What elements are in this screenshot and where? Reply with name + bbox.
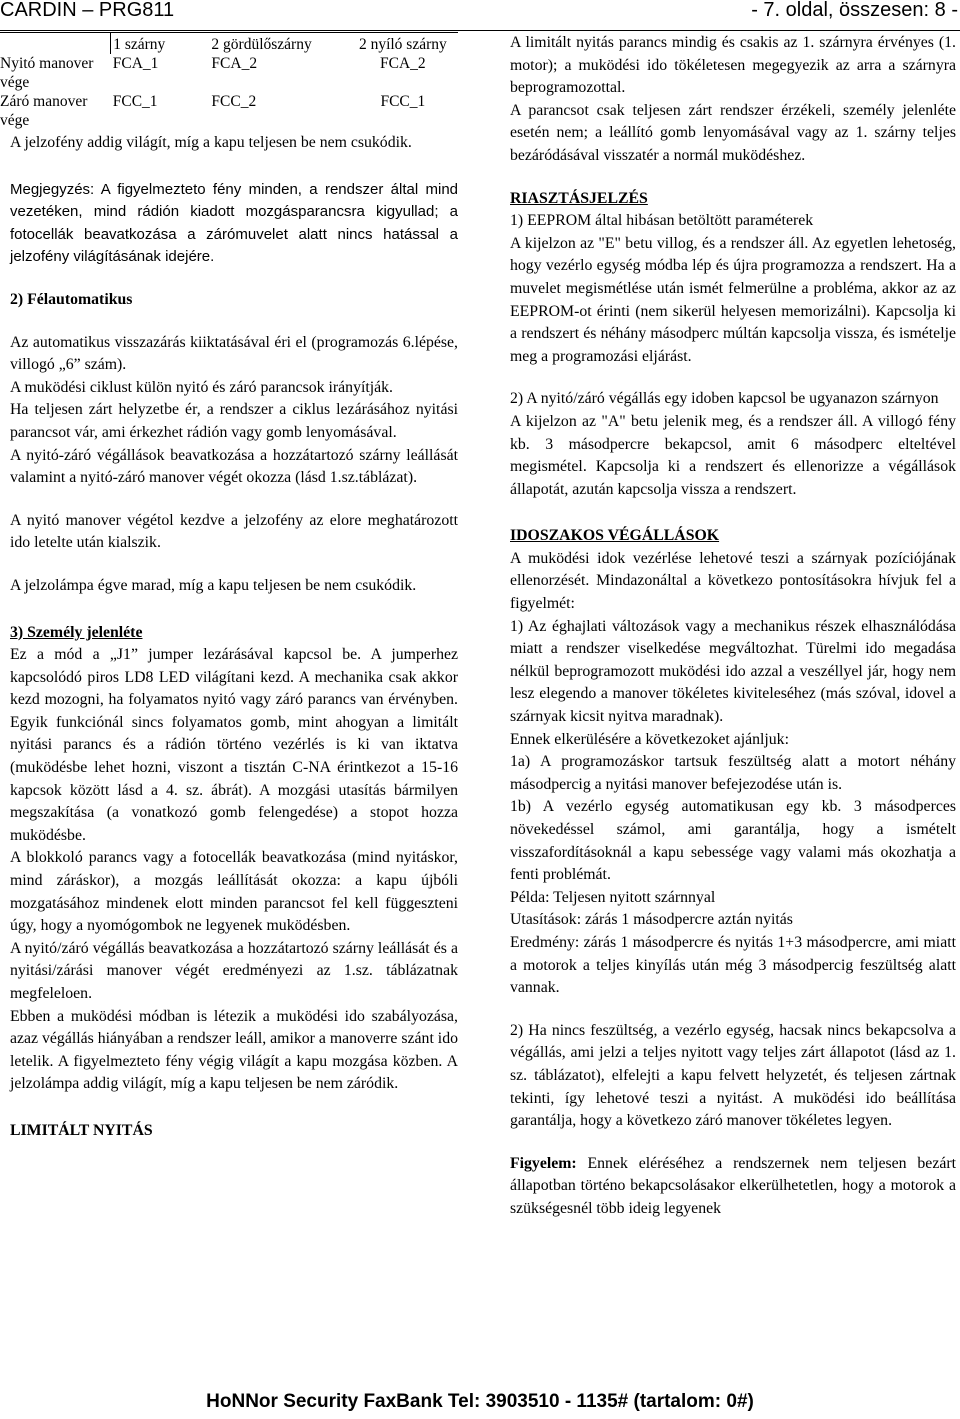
periodic-paragraph: 1) Az éghajlati változások vagy a mechanikus részek elhasználódása miatt a rendszer viselkedése megváltozhat. Türelmi ido megadása nélkül beprogramozott muködési ido azzal a veszéllyel jár, hogy nem lesz elegendo a manover tökéletes kiviteleséhez (más szóval, idovel a szárnyak kicsit nyitva maradnak).: [510, 617, 956, 726]
alarm-item-title: 2) A nyitó/záró végállás egy idoben kapcsol be ugyanazon szárnyon: [510, 390, 939, 408]
periodic-paragraph: Utasítások: zárás 1 másodpercre aztán nyitás: [510, 911, 793, 929]
periodic-paragraph: 2) Ha nincs feszültség, a vezérlo egység, hacsak nincs bekapcsolva a végállás, ami jelzi a teljes nyitott vagy teljes zárt állapotot (lásd az 1. sz. táblázatot), elfelejti a kapu felvett helyzetét, és teljesen zártnak tekinti, így lehetové teszi a nyitást. A muködési ido beállítása garantálja, hogy a következo záró manover tökéletes legyen.: [510, 1021, 956, 1130]
alarm-paragraph: A kijelzon az "A" betu jelenik meg, és a rendszer áll. A villogó fény kb. 3 másodpercre bekapcsol, amit 6 másodperc elteltével megismétel. Kapcsolja ki a rendszert és ellenorizze a végállások állapotát, azután kapcsolja vissza a rendszert.: [510, 412, 956, 498]
table-header-cell: 2 nyíló szárny: [344, 33, 458, 55]
semi-paragraph: A nyitó-záró végállások beavatkozása a hozzátartozó szárny leállását valamint a nyitó-záró manover végét okozza (lásd 1.sz.táblázat).: [10, 446, 458, 487]
semi-automatic-heading: 2) Félautomatikus: [10, 290, 133, 308]
table-cell: FCA_2: [211, 55, 258, 72]
semi-paragraph: A muködési ciklust külön nyitó és záró parancsok irányítják.: [10, 378, 393, 396]
semi-paragraph: A nyitó manover végétol kezdve a jelzofény az elore meghatározott ido letelte után kialszik.: [10, 511, 458, 552]
table-header-row: [0, 33, 458, 55]
table-header-empty: [0, 33, 111, 55]
header-title: CARDIN – PRG811: [0, 0, 175, 21]
page-footer: HoNNor Security FaxBank Tel: 3903510 - 1135# (tartalom: 0#): [206, 1391, 754, 1412]
warning-text: Ennek eléréséhez a rendszernek nem teljesen bezárt állapotban történo bekapcsolásakor elkerülhetetlen, hogy a motorok a szükségesnél több ideig legyenek: [510, 1154, 956, 1217]
signal-light-paragraph: A jelzofény addig világít, míg a kapu teljesen be nem csukódik.: [10, 134, 412, 151]
table-row: [0, 54, 458, 92]
table-cell: FCA_1: [112, 55, 159, 72]
right-column: [510, 32, 956, 1221]
left-column: [0, 32, 458, 1143]
table-cell: FCA_2: [380, 55, 426, 72]
periodic-paragraph: 1b) A vezérlo egység automatikusan egy kb. 3 másodperces növekedéssel számol, ami garantálja, hogy a ismételt visszafordításoknál a kapu sebessége vagy valami más okozhatja a fenti problémát.: [510, 798, 956, 884]
person-paragraph: Ez a mód a „J1” jumper lezárásával kapcsol be. A jumperhez kapcsolódó piros LD8 LED világítani kezd. A mechanika csak akkor kezd mozogni, ha folyamatos nyitó vagy záró parancs van érvényben. Egyik funkciónál sincs folyamatos gomb, mint ahogyan a limitált nyitási parancs és a rádión történo vezérlés is ki van iktatva (muködésbe lehet hozni, viszont a tisztán C-NA érintkezot a 15-16 kapcsok között lásd a 4. sz. ábrát). A mozgási utasítás bármilyen megszakítása (a vonatkozó gomb felengedése) a stopot hozza muködésbe.: [10, 646, 458, 844]
person-presence-heading: 3) Személy jelenléte: [10, 623, 143, 641]
periodic-limits-heading: IDOSZAKOS VÉGÁLLÁSOK: [510, 527, 720, 545]
table-cell: FCC_2: [211, 93, 257, 110]
alarm-item-title: 1) EEPROM által hibásan betöltött paraméterek: [510, 212, 814, 230]
periodic-paragraph: Eredmény: zárás 1 másodpercre és nyitás 1+3 másodpercre, ami miatt a motorok a teljes kinyílás után még 3 másodpercig feszültség alatt vannak.: [510, 933, 956, 997]
table-row-label: Záró manover vége: [0, 93, 88, 129]
semi-paragraph: Ha teljesen zárt helyzetbe ér, a rendszer a ciklus lezárásához nyitási parancsot vár, ami érkezhet rádión vagy gomb lenyomásával.: [10, 401, 458, 441]
table-cell: FCC_1: [112, 93, 158, 110]
limited-opening-heading: LIMITÁLT NYITÁS: [10, 1121, 153, 1139]
warning-paragraph: [510, 1153, 956, 1221]
limited-paragraph: A limitált nyitás parancs mindig és csakis az 1. szárnyra érvényes (1. motor); a muködési ido tökéletesen megegyezik az arra a szárnyra beprogramozottal.: [510, 34, 956, 97]
periodic-paragraph: 1a) A programozáskor tartsuk feszültség alatt a motort néhány másodpercig a nyitási manover befejezodése után is.: [510, 753, 956, 793]
page-header: [0, 0, 960, 31]
header-page-number: - 7. oldal, összesen: 8 -: [751, 0, 958, 21]
semi-paragraph: A jelzolámpa égve marad, míg a kapu teljesen be nem csukódik.: [10, 576, 417, 594]
warning-label: Figyelem:: [510, 1154, 577, 1172]
table-row-label: Nyitó manover vége: [0, 55, 94, 91]
table-cell: FCC_1: [380, 93, 426, 110]
note-paragraph: Megjegyzés: A figyelmezteto fény minden, a rendszer által mind vezetéken, mind rádión kiadott mozgásparancsra kigyullad; a fotocellák beavatkozása a zárómuvelet alatt nincs hatással a jelzofény világításának idejére.: [10, 180, 458, 266]
semi-paragraph: Az automatikus visszazárás kiiktatásával éri el (programozás 6.lépése, villogó „6” szám).: [10, 333, 458, 374]
alarm-paragraph: A kijelzon az "E" betu villog, és a rendszer áll. Az egyetlen lehetoség, hogy vezérlo egység módba lép és újra programozza a rendszert. Ha a muvelet megismétlése után ismét felmerülne a probléma, akkor az az EEPROM-ot érinti (nem sikerül helyesen memorizálni). Kapcsolja ki a rendszert és néhány másodperc múltán kapcsolja vissza, és ismételje meg a programozási eljárást.: [510, 234, 956, 365]
periodic-paragraph: Ennek elkerülésére a következoket ajánljuk:: [510, 730, 789, 748]
table-row: [0, 92, 458, 130]
limit-switch-table: [0, 32, 458, 130]
table-header-cell: 1 szárny: [111, 33, 204, 55]
periodic-paragraph: A muködési idok vezérlése lehetové teszi a szárnyak pozíciójának ellenorzését. Mindazonáltal a következo pontosításokra hívjuk fel a figyelmét:: [510, 549, 956, 613]
alarm-heading: RIASZTÁSJELZÉS: [510, 189, 648, 207]
person-paragraph: A nyitó/záró végállás beavatkozása a hozzátartozó szárny leállását és a nyitási/zárási manover végét eredményezi az 1.sz. táblázatnak megfeleloen.: [10, 939, 458, 1002]
person-paragraph: Ebben a muködési módban is létezik a muködési ido szabályozása, azaz végállás hiányában a rendszer leáll, amikor a manoverre szánt ido letelik. A figyelmezteto fény végig világít a kapu mozgása közben. A jelzolámpa addig világít, míg a kapu teljesen be nem záródik.: [10, 1007, 458, 1093]
table-header-cell: 2 gördülőszárny: [203, 33, 343, 55]
person-paragraph: A blokkoló parancs vagy a fotocellák beavatkozása (mind nyitáskor, mind záráskor), a mozgás leállítását okozza: a kapu újbóli mozgatásához mindenek elott minden parancsot fel kell függeszteni úgy, hogy a nyomógombok ne legyenek muködésben.: [10, 849, 458, 935]
limited-paragraph: A parancsot csak teljesen zárt rendszer érzékeli, személy jelenléte esetén nem; a leállító gomb lenyomásával vagy az 1. szárny teljes bezáródásával visszatér a normál muködéshez.: [510, 101, 956, 164]
periodic-paragraph: Példa: Teljesen nyitott szárnnyal: [510, 888, 716, 906]
